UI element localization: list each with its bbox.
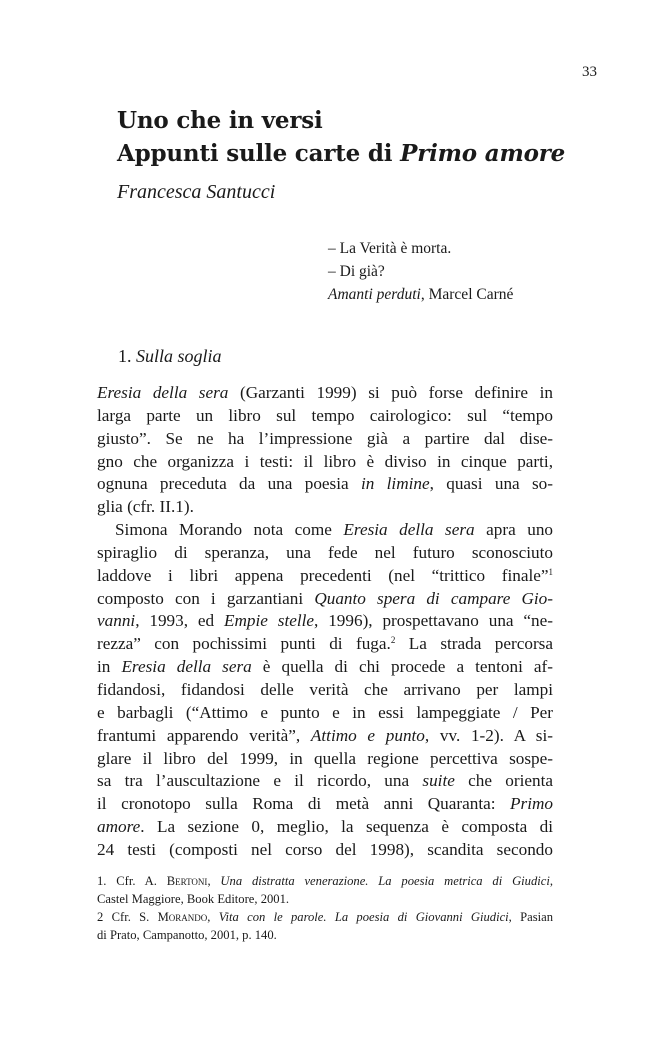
text-run: il cronotopo sulla Roma di metà anni Quaranta: <box>97 794 511 814</box>
italic-phrase: suite <box>422 771 455 791</box>
text-run: (Garzanti 1999) si può forse definire in <box>228 383 554 402</box>
text-run: 2 Cfr. S. <box>97 910 158 924</box>
text-run: 1. Cfr. A. <box>97 874 167 888</box>
body-line: glia (cfr. II.1). <box>97 497 194 517</box>
section-title: Sulla soglia <box>136 346 222 366</box>
text-run: rezza” con pochissimi punti di fuga. <box>97 634 391 654</box>
author-name: Francesca Santucci <box>117 181 276 203</box>
italic-phrase: vanni <box>97 611 136 631</box>
page-number: 33 <box>582 64 597 80</box>
italic-phrase: Quanto spera di campare Gio- <box>314 588 553 608</box>
body-line <box>97 816 553 839</box>
body-line: e barbagli (“Attimo e punto e in essi lampeggiate / Per <box>97 702 553 722</box>
text-run: è quella di chi procede a tentoni af- <box>251 657 554 677</box>
text-run: , <box>549 874 553 888</box>
text-run: apra uno <box>474 520 554 540</box>
body-line <box>97 610 553 633</box>
footnote-1-line-1 <box>97 872 553 890</box>
text-run: . La sezione 0, meglio, la sequenza è composta di <box>140 817 553 837</box>
footnotes <box>97 872 553 944</box>
body-line: spiraglio di speranza, una fede nel futuro sconosciuto <box>97 542 553 562</box>
epigraph-source-author: , Marcel Carné <box>420 286 514 303</box>
italic-phrase: Primo <box>510 794 553 814</box>
epigraph-line-2: – Di già? <box>328 263 385 280</box>
text-run: Simona Morando nota come <box>115 520 344 540</box>
italic-phrase: Eresia della sera <box>343 520 475 540</box>
footnote-ref: 2 <box>390 635 396 646</box>
body-line <box>97 656 553 679</box>
text-run: in <box>97 657 122 677</box>
text-run: , 1993, ed <box>135 611 224 631</box>
body-line <box>97 633 553 656</box>
epigraph-source-title: Amanti perduti <box>328 286 421 303</box>
body-line <box>97 588 553 611</box>
article-title-line-1: Uno che in versi <box>117 107 323 134</box>
body-line: giusto”. Se ne ha l’impressione già a partire dal dise- <box>97 428 553 448</box>
text-run: , <box>207 874 221 888</box>
text-run: che orienta <box>454 771 553 791</box>
cited-author: Morando <box>157 910 208 924</box>
article-title-line-2 <box>117 137 597 170</box>
footnote-2-line-1 <box>97 908 553 926</box>
cited-title: Vita con le parole. La poesia di Giovanni Giudici <box>218 910 509 924</box>
footnote-1-line-2: Castel Maggiore, Book Editore, 2001. <box>97 892 290 906</box>
epigraph-line-1: – La Verità è morta. <box>328 240 452 257</box>
italic-phrase: Eresia della sera <box>121 657 252 677</box>
cited-title: Una distratta venerazione. La poesia metrica di Giudici <box>220 874 550 888</box>
title-prefix: Appunti sulle carte di <box>117 140 401 167</box>
body-line: 24 testi (composti nel corso del 1998), scandita secondo <box>97 839 553 859</box>
title-italic: Primo amore <box>400 140 566 167</box>
text-run: composto con i garzantiani <box>97 588 315 608</box>
text-run: , Pasian <box>508 910 554 924</box>
body-line: larga parte un libro sul tempo cairologico: sul “tempo <box>97 405 553 425</box>
text-run: , 1996), prospettavano una “ne- <box>314 611 553 631</box>
body-line <box>97 473 553 496</box>
body-line <box>97 793 553 816</box>
body-line: glare il libro del 1999, in quella regione percettiva sospe- <box>97 748 553 768</box>
epigraph <box>328 237 513 306</box>
section-number: 1. <box>118 346 136 366</box>
italic-phrase: amore <box>97 817 141 837</box>
cited-author: Bertoni <box>166 874 208 888</box>
italic-phrase: Attimo e punto <box>310 725 425 745</box>
italic-phrase: Empie stelle <box>223 611 315 631</box>
body-line <box>97 770 553 793</box>
footnote-ref: 1 <box>548 566 553 577</box>
text-run: ognuna preceduta da una poesia <box>97 474 361 494</box>
body-line <box>97 519 553 542</box>
text-run: La strada percorsa <box>395 634 553 654</box>
body-line <box>97 565 553 588</box>
text-run: frantumi apparendo verità”, <box>97 725 311 745</box>
article-header <box>117 104 597 205</box>
footnote-2-line-2: di Prato, Campanotto, 2001, p. 140. <box>97 928 277 942</box>
body-line <box>97 725 553 748</box>
text-run: laddove i libri appena precedenti (nel “trittico finale” <box>97 565 549 585</box>
epigraph-source <box>328 283 513 306</box>
text-run: , vv. 1-2). A si- <box>424 725 553 745</box>
body-text <box>97 382 553 862</box>
italic-phrase: Eresia della sera <box>97 383 229 402</box>
text-run: , quasi una so- <box>429 474 553 494</box>
text-run: sa tra l’auscultazione e il ricordo, una <box>97 771 423 791</box>
body-line: fidandosi, fidandosi delle verità che arrivano per lampi <box>97 679 553 699</box>
text-run: , <box>207 910 219 924</box>
body-line: gno che organizza i testi: il libro è diviso in cinque parti, <box>97 451 553 471</box>
body-line <box>97 382 553 405</box>
italic-phrase: in limine <box>360 474 430 494</box>
section-heading <box>118 346 222 367</box>
